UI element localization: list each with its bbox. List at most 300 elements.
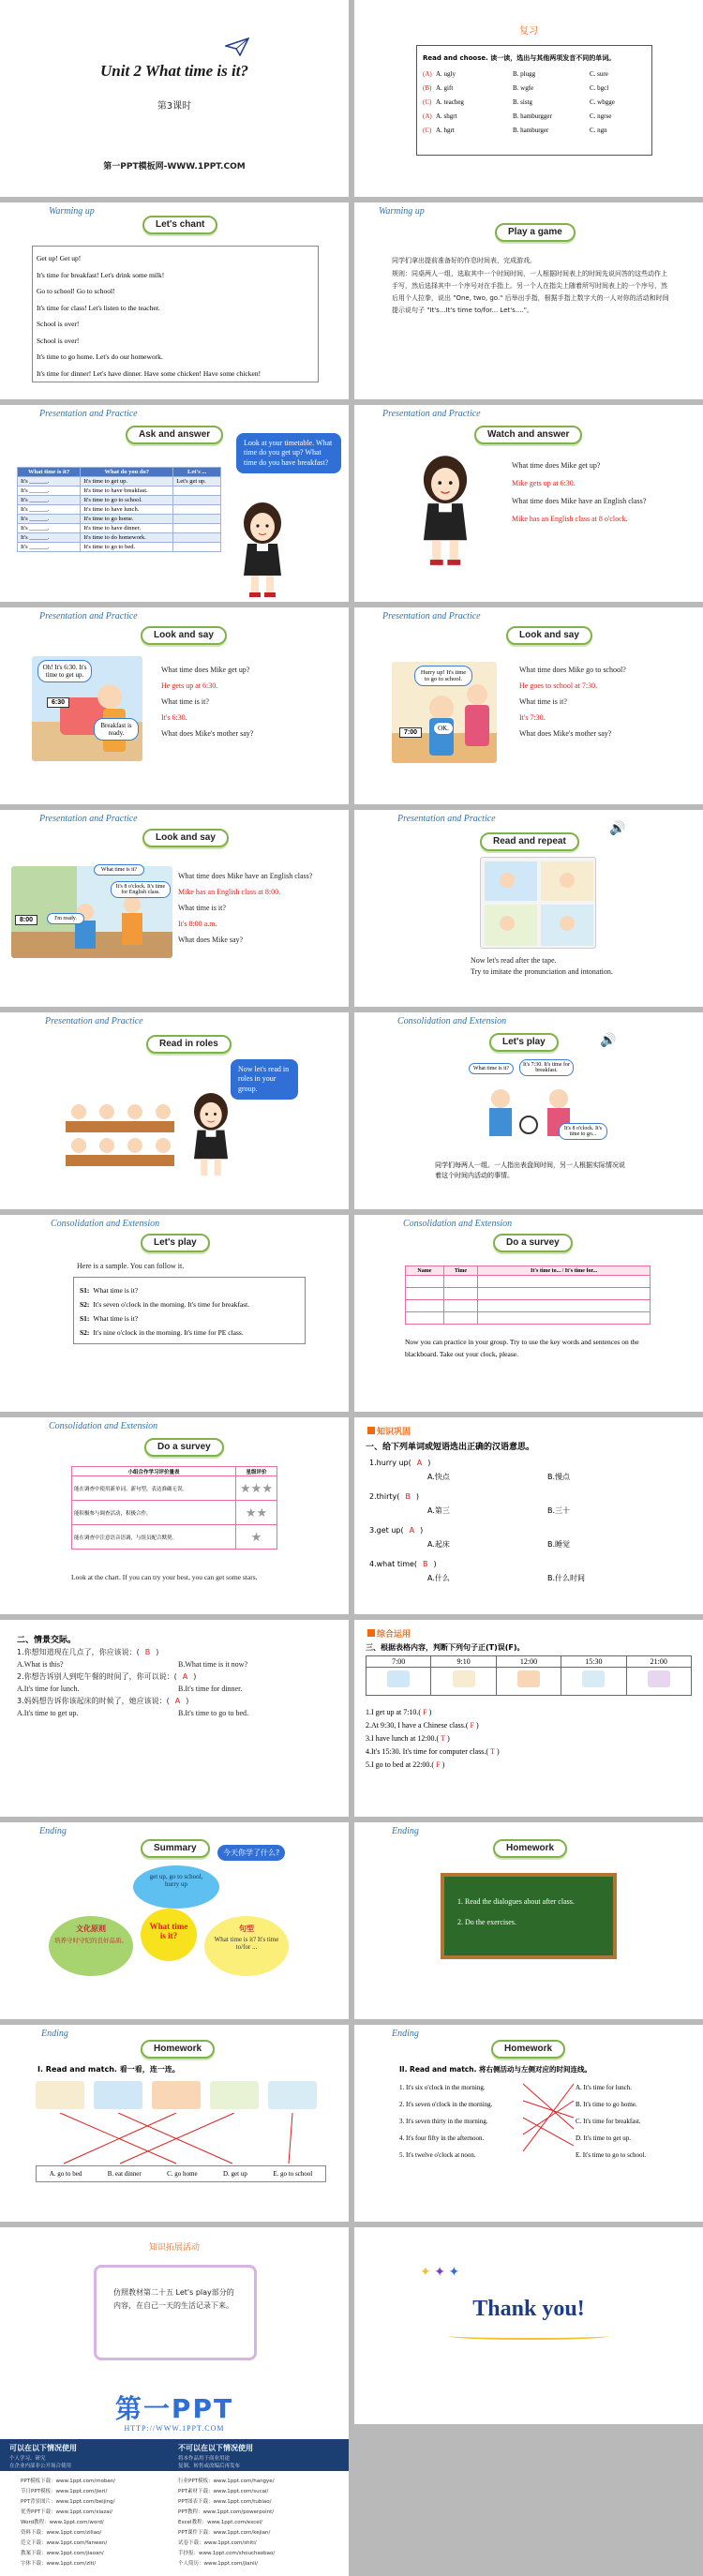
- question-3: What does Mike's mother say?: [519, 729, 612, 738]
- slide-ask-answer[interactable]: [0, 405, 349, 602]
- timetable-cell: It's ______.: [18, 515, 81, 524]
- match-option: D. get up: [222, 2170, 247, 2178]
- knowledge-heading: [367, 1425, 411, 1437]
- question-3-text: 3.妈妈想告诉你该起床的时候了，她应该说：(: [17, 1697, 170, 1705]
- chant-box: [32, 246, 319, 382]
- slide-lets-play-1[interactable]: [354, 1012, 703, 1209]
- chant-line: School is over!: [37, 336, 80, 345]
- question-text: 3.get up(: [369, 1526, 404, 1535]
- match-right-item: C. It's time for breakfast.: [576, 2118, 641, 2125]
- review-answer: (A): [423, 70, 432, 78]
- timetable-cell: [173, 505, 221, 515]
- speaker-icon[interactable]: 🔊: [600, 1033, 617, 1048]
- slide-homework-3[interactable]: [354, 2025, 703, 2222]
- match-right-item: E. It's time to go to school.: [576, 2151, 647, 2159]
- exercise-question: 2.thirty( B ): [369, 1492, 419, 1501]
- slide-homework-1[interactable]: [354, 1822, 703, 2019]
- review-answer: (C): [423, 127, 432, 134]
- timetable-bubble: Look at your timetable. What time do you get up? What time do you have breakfast?: [236, 433, 341, 473]
- resource-link[interactable]: PPT素材下载：www.1ppt.com/sucai/: [178, 2489, 269, 2494]
- true-false-items: [366, 1706, 684, 1772]
- star-rating-3: ★★★: [236, 1476, 277, 1501]
- play-instruction: 同学们每两人一组。一人指出表盘间时间，另一人根据实际情况说着这个时间内活动的事情。: [435, 1161, 625, 1179]
- match-left-item: 3. It's seven thirty in the morning.: [399, 2118, 488, 2125]
- resource-link[interactable]: 资料下载：www.1ppt.com/ziliao/: [21, 2530, 102, 2536]
- match-left-item: 4. It's four fifty in the afternoon.: [399, 2134, 485, 2142]
- q3-option-a: A.It's time to get up.: [17, 1709, 79, 1717]
- match-pictures: [36, 2081, 317, 2113]
- can-use-item-2: 在企业内部非公开场合使用: [9, 2464, 72, 2469]
- question-answer: A: [409, 1526, 415, 1535]
- section-label: Presentation and Practice: [39, 409, 138, 419]
- eval-row-1: 能在调查中使用新单词、新句型，表达准确无误。: [72, 1476, 236, 1501]
- q3-option-b: B.It's time to go to bed.: [178, 1709, 248, 1717]
- question-answer: A: [416, 1459, 423, 1467]
- flag-icon: [367, 1629, 375, 1637]
- review-row: [423, 98, 648, 112]
- can-use-title: 可以在以下情况使用: [9, 2444, 77, 2452]
- item-answer: T: [490, 1747, 495, 1756]
- paper-plane-icon: [225, 37, 249, 56]
- item-text: 4.It's 15:30. It's time for computer class.(: [366, 1747, 489, 1756]
- timetable-row: [18, 505, 221, 515]
- timetable-cell: It's time to get up.: [81, 477, 173, 487]
- timetable-cell: It's ______.: [18, 496, 81, 505]
- slide-thanks[interactable]: [354, 2227, 703, 2424]
- summary-badge: 今天你学了什么?: [217, 1845, 285, 1861]
- sample-dialogue-box: [73, 1277, 306, 1344]
- slide-comprehensive[interactable]: [354, 1620, 703, 1817]
- slide-read-repeat[interactable]: [354, 810, 703, 1007]
- slide-survey-1[interactable]: [354, 1215, 703, 1412]
- chart-instruction: Look at the chart. If you can try your best, you can get some stars.: [71, 1573, 258, 1581]
- survey-instruction: Now you can practice in your group. Try to use the key words and sentences on the blackboard. Take out your clock, please.: [405, 1338, 639, 1358]
- summary-right-text: What time is it? It's time to/for ...: [214, 1936, 279, 1951]
- option-c: C. wbgge: [590, 98, 615, 106]
- clock-display: 6:30: [47, 697, 69, 708]
- pic-get-up: [366, 1668, 431, 1696]
- timetable-cell: [173, 524, 221, 533]
- knowledge-heading-text: 知识巩固: [377, 1428, 411, 1437]
- option-c: C. ngrse: [590, 112, 612, 120]
- match-right-item: A. It's time for lunch.: [576, 2084, 632, 2091]
- schedule-time: 15:30: [561, 1656, 626, 1668]
- pic-bed: [626, 1668, 691, 1696]
- dialogue-line: [80, 1325, 249, 1340]
- item-text: 3.I have lunch at 12:00.(: [366, 1734, 440, 1743]
- bubble-ok: OK.: [433, 722, 454, 735]
- review-answer: (B): [423, 84, 432, 92]
- q1-option-a: A.What is this?: [17, 1660, 64, 1669]
- option-a: A.第三: [427, 1506, 450, 1515]
- section-label: Consolidation and Extension: [51, 1219, 160, 1229]
- item-answer: F: [423, 1708, 427, 1716]
- question-2: What time does Mike have an English class?: [512, 497, 647, 505]
- option-c: C. bgcl: [590, 84, 609, 92]
- question-1-text: 1.你想知道现在几点了，你应该说：(: [17, 1648, 140, 1656]
- speaker-label: S2:: [80, 1328, 90, 1337]
- timetable-row: [18, 533, 221, 543]
- ribbon-decoration: [448, 2332, 609, 2340]
- summary-right-title: 句型: [239, 1925, 254, 1933]
- resource-link[interactable]: Excel教程：www.1ppt.com/excel/: [178, 2520, 263, 2525]
- slide-homework-2[interactable]: [0, 2025, 349, 2222]
- match-right-item: B. It's time to go home.: [576, 2101, 637, 2108]
- lets-play-pill: Let's play: [489, 1033, 559, 1052]
- exercise-question: 3.get up( A ): [369, 1526, 424, 1535]
- match-lines: [36, 2113, 317, 2165]
- comic-panels: [480, 857, 596, 949]
- play-bubble-1: What time is it?: [469, 1063, 514, 1074]
- question-answer: B: [423, 1560, 428, 1568]
- question-2: 2.你想告诉别人到吃午餐的时间了，你可以说：( A ): [17, 1672, 197, 1681]
- timetable-cell: [173, 515, 221, 524]
- match-title: II. Read and match. 将右侧活动与左侧对应的时间连线。: [399, 2065, 592, 2074]
- option-b: B.慢点: [547, 1473, 571, 1481]
- play-bubble-3: It's 8 o'clock. It's time to go...: [559, 1123, 607, 1140]
- cannot-use-item-1: 将本作品用于商业用途: [178, 2456, 231, 2462]
- option-b: B.什么时间: [547, 1574, 586, 1582]
- star-rating-2: ★★: [236, 1501, 277, 1525]
- timetable-row: [18, 524, 221, 533]
- section-label: Consolidation and Extension: [403, 1219, 513, 1229]
- play-bubble-2: It's 7:30. It's time for breakfast.: [519, 1059, 574, 1076]
- timetable-row: [18, 515, 221, 524]
- question-2: What time is it?: [178, 904, 226, 912]
- links-panel: [0, 2471, 349, 2576]
- homework-item-1: 1. Read the dialogues about after class.: [457, 1897, 575, 1906]
- option-b: B.三十: [547, 1506, 571, 1515]
- question-answer: B: [405, 1492, 411, 1501]
- match-left-column: [399, 2079, 492, 2164]
- item-answer: T: [441, 1734, 446, 1743]
- question-1: What time does Mike go to school?: [519, 666, 626, 674]
- timetable-cell: [173, 543, 221, 552]
- match-left-item: 2. It's seven o'clock in the morning.: [399, 2101, 493, 2108]
- slide-summary[interactable]: [0, 1822, 349, 2019]
- speaker-label: S1:: [80, 1314, 90, 1323]
- bubble-english-class: It's 8 o'clock. It's time for English class.: [111, 881, 171, 898]
- slide-read-roles[interactable]: [0, 1012, 349, 1209]
- slide-lets-play-2[interactable]: [0, 1215, 349, 1412]
- option-a: A. ugly: [436, 70, 456, 78]
- dialogue-text: What time is it?: [93, 1286, 139, 1295]
- option-b: B.睡觉: [547, 1540, 571, 1549]
- eval-row-3: 能在调查中注意语音语调，与组员配合默契。: [72, 1525, 236, 1550]
- timetable-row: [18, 496, 221, 505]
- section-label: Warming up: [49, 206, 95, 217]
- timetable-cell: Let's get up.: [173, 477, 221, 487]
- slide-look-say-2[interactable]: [354, 607, 703, 804]
- do-survey-pill: Do a survey: [493, 1234, 573, 1252]
- section-label: Warming up: [379, 206, 425, 217]
- exercise-title: 三、根据表格内容，判断下列句子正(T)误(F)。: [366, 1643, 525, 1652]
- option-a: A. gift: [436, 84, 454, 92]
- option-c: C. ngn: [590, 127, 607, 134]
- answer-2: It's 7:30.: [519, 713, 546, 722]
- schedule-time: 7:00: [366, 1656, 431, 1668]
- option-a: A. hgrt: [436, 127, 455, 134]
- girl-teacher-illustration: [234, 501, 291, 598]
- chant-line: It's time for breakfast! Let's drink some milk!: [37, 270, 165, 279]
- timetable-header: Let's ...: [173, 468, 221, 477]
- speaker-icon[interactable]: 🔊: [609, 821, 626, 836]
- chant-line: Go to school! Go to school!: [37, 287, 115, 295]
- answer-1: Mike gets up at 6:30.: [512, 479, 576, 487]
- dialogue-text: It's nine o'clock in the morning. It's time for PE class.: [93, 1328, 244, 1337]
- section-label: Presentation and Practice: [45, 1016, 143, 1026]
- dialogue-text: What time is it?: [93, 1314, 139, 1323]
- section-label: Presentation and Practice: [382, 409, 481, 419]
- star-rating-1: ★: [236, 1525, 277, 1550]
- section-label: Ending: [392, 2029, 419, 2039]
- question-text: 2.thirty(: [369, 1492, 400, 1501]
- option-b: B. plugg: [513, 70, 536, 78]
- match-option: A. go to bed: [49, 2170, 82, 2178]
- review-row: [423, 70, 648, 84]
- question-1: What time does Mike have an English class?: [178, 872, 313, 880]
- answer-1: B: [144, 1648, 151, 1656]
- dialogue-line: [80, 1283, 249, 1297]
- slide-game[interactable]: [354, 202, 703, 399]
- ppt-url[interactable]: HTTP://WWW.1PPT.COM: [124, 2424, 225, 2433]
- eval-row-2: 能积极参与调查活动，积极合作。: [72, 1501, 236, 1525]
- resource-link[interactable]: PPT教程：www.1ppt.com/powerpoint/: [178, 2509, 275, 2515]
- summary-pill: Summary: [141, 1839, 210, 1858]
- review-row: [423, 127, 648, 141]
- thank-you-text: Thank you!: [472, 2297, 585, 2321]
- bubble-get-up: Oh! It's 6:30. It's time to get up.: [37, 660, 92, 682]
- resource-link[interactable]: PPT背景图片：www.1ppt.com/beijing/: [21, 2499, 115, 2505]
- lets-chant-pill: Let's chant: [142, 216, 217, 234]
- option-b: B. sistg: [513, 98, 533, 106]
- resource-link[interactable]: 教案下载：www.1ppt.com/jiaoan/: [21, 2551, 104, 2556]
- summary-right-bubble: [204, 1916, 289, 1976]
- exercise-question: 4.what time( B ): [369, 1560, 437, 1568]
- review-heading: 复习: [519, 26, 538, 37]
- extension-card: [94, 2265, 257, 2360]
- match-option: C. go home: [167, 2170, 198, 2178]
- chant-line: It's time to go home. Let's do our homework.: [37, 352, 163, 361]
- answer-1: He goes to school at 7:30.: [519, 681, 598, 690]
- resource-link[interactable]: PPT图表下载：www.1ppt.com/tubiao/: [178, 2499, 272, 2505]
- timetable: [17, 467, 221, 552]
- review-answer: (A): [423, 112, 432, 120]
- section-label: Presentation and Practice: [397, 814, 496, 824]
- summary-left-bubble: [49, 1916, 133, 1976]
- speaker-label: S2:: [80, 1300, 90, 1309]
- resource-link[interactable]: 节日PPT模板：www.1ppt.com/jieri/: [21, 2489, 108, 2494]
- match-option: B. eat dinner: [107, 2170, 142, 2178]
- answer-3: A: [174, 1697, 181, 1705]
- bubble-breakfast: Breakfast is ready.: [94, 718, 139, 741]
- section-label: Consolidation and Extension: [397, 1016, 507, 1026]
- survey-header-activity: It's time to... / It's time for...: [478, 1266, 651, 1276]
- resource-link[interactable]: Word教程：www.1ppt.com/word/: [21, 2520, 104, 2525]
- look-say-pill: Look and say: [506, 626, 592, 645]
- review-row: [423, 112, 648, 127]
- timetable-cell: It's time to go to school.: [81, 496, 173, 505]
- flag-icon: [367, 1427, 375, 1434]
- resource-link[interactable]: 字体下载：www.1ppt.com/ziti/: [21, 2561, 97, 2567]
- game-text-1: 同学们拿出提前准备好的作息时间表，完成游戏。: [392, 257, 536, 264]
- timetable-cell: It's time to go to bed.: [81, 543, 173, 552]
- clock-display: 8:00: [15, 915, 37, 925]
- section-label: Presentation and Practice: [382, 611, 481, 622]
- dialogue-lines: [80, 1283, 249, 1340]
- pic-computer: [561, 1668, 626, 1696]
- section-label: Ending: [392, 1826, 419, 1836]
- cannot-use-item-2: 复制、转售或改编后再发布: [178, 2464, 241, 2469]
- play-game-pill: Play a game: [495, 223, 576, 242]
- true-false-item: 2.At 9:30, I have a Chinese class.( F ): [366, 1721, 479, 1730]
- classroom-scene: [11, 866, 172, 958]
- option-b: B. hamburgger: [513, 112, 552, 120]
- chant-line: Get up! Get up!: [37, 254, 82, 262]
- timetable-cell: It's time to go home.: [81, 515, 173, 524]
- match-right-column: [576, 2079, 646, 2164]
- true-false-item: 3.I have lunch at 12:00.( T ): [366, 1734, 450, 1743]
- dialogue-line: [80, 1311, 249, 1325]
- resource-link[interactable]: 个人简历：www.1ppt.com/jianli/: [178, 2561, 259, 2567]
- pic-lunch: [496, 1668, 561, 1696]
- q2-option-b: B.It's time for dinner.: [178, 1685, 243, 1693]
- question-2: What time is it?: [161, 697, 209, 706]
- resource-link[interactable]: PPT模板下载：www.1ppt.com/moban/: [21, 2479, 116, 2484]
- q1-option-b: B.What time is it now?: [178, 1660, 247, 1669]
- homework-item-2: 2. Do the exercises.: [457, 1918, 516, 1926]
- true-false-item: 4.It's 15:30. It's time for computer class.( T ): [366, 1747, 500, 1756]
- section-label: Ending: [39, 1826, 67, 1836]
- slide-knowledge-check[interactable]: [354, 1417, 703, 1614]
- speaker-label: S1:: [80, 1286, 90, 1295]
- chant-lines: [37, 250, 261, 382]
- extension-heading: 知识拓展活动: [148, 2243, 200, 2253]
- ask-answer-pill: Ask and answer: [126, 426, 223, 444]
- section-label: Presentation and Practice: [39, 814, 138, 824]
- match-lines: [523, 2079, 576, 2164]
- summary-left-text: 培养守时守纪的良好品质。: [54, 1937, 127, 1944]
- resource-link[interactable]: 范文下载：www.1ppt.com/fanwen/: [21, 2540, 108, 2546]
- exercise-options: [369, 1504, 651, 1524]
- read-roles-bubble: Now let's read in roles in your group.: [231, 1059, 298, 1100]
- survey-header-time: Time: [443, 1266, 477, 1276]
- exercise-options: [369, 1470, 651, 1490]
- section-label: Ending: [41, 2029, 68, 2039]
- slide-survey-2[interactable]: [0, 1417, 349, 1614]
- slide-look-say-1[interactable]: [0, 607, 349, 804]
- chant-line: School is over!: [37, 320, 80, 328]
- timetable-cell: It's time to do homework.: [81, 533, 173, 543]
- exercise-title: 一、给下列单词或短语选出正确的汉语意思。: [366, 1443, 535, 1452]
- homework-pill: Homework: [491, 2040, 565, 2059]
- match-left-item: 5. It's twelve o'clock at noon.: [399, 2151, 476, 2159]
- girl-teacher-illustration: [186, 1091, 236, 1179]
- timetable-cell: [173, 487, 221, 496]
- bubble-hurry-up: Hurry up! It's time to go to school.: [414, 666, 472, 686]
- slide-review[interactable]: [354, 0, 703, 197]
- game-text-2: 规则：同桌两人一组，选取其中一个时间时间，一人根据时间表上的时间先说问答的这些动作上手写，然后选择其中一个序号对在手指上。另一个人在指尖上随着所写时间表上的一个序号，然后用个人拉拳，说出 "One, two, go." 后举出手指，根据手指上数字大的一人对你的活动和时间提示说句子 "It's...It's time to/for... Let's...."。: [392, 270, 669, 314]
- slide-watch-answer[interactable]: [354, 405, 703, 602]
- answer-2: A: [182, 1672, 188, 1681]
- option-c: C. sure: [590, 70, 608, 78]
- ppt-logo: 第一PPT: [114, 2393, 234, 2424]
- resource-link[interactable]: 行业PPT模板：www.1ppt.com/hangye/: [178, 2479, 275, 2484]
- resource-link[interactable]: 手抄报：www.1ppt.com/shouchaobao/: [178, 2551, 276, 2556]
- match-option: E. go to school: [273, 2170, 313, 2178]
- dialogue-line: [80, 1297, 249, 1311]
- match-left-item: 1. It's six o'clock in the morning.: [399, 2084, 486, 2091]
- schedule-time: 21:00: [626, 1656, 691, 1668]
- timetable-cell: It's time to have breakfast.: [81, 487, 173, 496]
- review-answer: (C): [423, 98, 432, 106]
- slide-chant[interactable]: [0, 202, 349, 399]
- summary-center: What time is it?: [141, 1909, 197, 1961]
- watch-answer-pill: Watch and answer: [474, 426, 582, 444]
- timetable-header: What do you do?: [81, 468, 173, 477]
- slide-look-say-3[interactable]: [0, 810, 349, 1007]
- timetable-row: [18, 487, 221, 496]
- instruction-1: Now let's read after the tape.: [471, 956, 557, 965]
- question-1: 1.你想知道现在几点了，你应该说：( B ): [17, 1648, 159, 1656]
- schedule-table: [366, 1655, 692, 1696]
- question-1: What time does Mike get up?: [512, 461, 601, 470]
- timetable-header: What time is it?: [18, 468, 81, 477]
- instruction-2: Try to imitate the pronunciation and intonation.: [471, 967, 613, 976]
- resource-link[interactable]: PPT课件下载：www.1ppt.com/kejian/: [178, 2530, 271, 2536]
- slide-copyright[interactable]: [0, 2379, 349, 2576]
- option-a: A.起床: [427, 1540, 450, 1549]
- links-left: [21, 2477, 115, 2569]
- clock-display: 7:00: [399, 727, 422, 738]
- slide-situational[interactable]: [0, 1620, 349, 1817]
- comprehensive-heading-text: 综合运用: [377, 1630, 411, 1640]
- can-use-item-1: 个人学习、研究: [9, 2456, 46, 2462]
- timetable-cell: [173, 496, 221, 505]
- look-say-pill: Look and say: [142, 829, 229, 847]
- site-name: 第一PPT模板网-WWW.1PPT.COM: [103, 162, 246, 172]
- item-text: 2.At 9:30, I have a Chinese class.(: [366, 1721, 469, 1730]
- review-instruction: Read and choose. 读一读，选出与其他两项发音不同的单词。: [423, 54, 616, 62]
- eval-header-stars: 星级评价: [236, 1467, 277, 1476]
- true-false-item: 1.I get up at 7:10.( F ): [366, 1708, 432, 1716]
- stars-decoration: ✦ ✦ ✦: [420, 2266, 460, 2280]
- section-label: Consolidation and Extension: [49, 1421, 158, 1431]
- dialogue-text: It's seven o'clock in the morning. It's time for breakfast.: [93, 1300, 250, 1309]
- review-rows: [423, 70, 648, 141]
- bubble-what-time: What time is it?: [94, 864, 144, 876]
- situational-title: 二、情景交际。: [17, 1636, 77, 1645]
- do-survey-pill: Do a survey: [144, 1438, 224, 1457]
- summary-left-title: 文化原则: [76, 1925, 106, 1933]
- answer-2: It's 8:00 a.m.: [178, 920, 217, 928]
- comprehensive-heading: [367, 1627, 411, 1640]
- extension-text: 仿照教材第二十五 Let's play部分的内容，在自己一天的生活记录下来。: [113, 2288, 234, 2310]
- answer-1: Mike has an English class at 8:00.: [178, 888, 281, 896]
- timetable-cell: It's ______.: [18, 487, 81, 496]
- links-right: [178, 2477, 275, 2569]
- homework-pill: Homework: [141, 2040, 215, 2059]
- resource-link[interactable]: 优秀PPT下载：www.1ppt.com/xiazai/: [21, 2509, 113, 2515]
- timetable-cell: It's ______.: [18, 543, 81, 552]
- survey-header-name: Name: [406, 1266, 444, 1276]
- resource-link[interactable]: 试卷下载：www.1ppt.com/shiti/: [178, 2540, 257, 2546]
- slide-title[interactable]: [0, 0, 349, 197]
- review-box: [416, 45, 652, 156]
- question-3: What does Mike's mother say?: [161, 729, 254, 738]
- timetable-cell: It's time to have dinner.: [81, 524, 173, 533]
- timetable-cell: It's time to have lunch.: [81, 505, 173, 515]
